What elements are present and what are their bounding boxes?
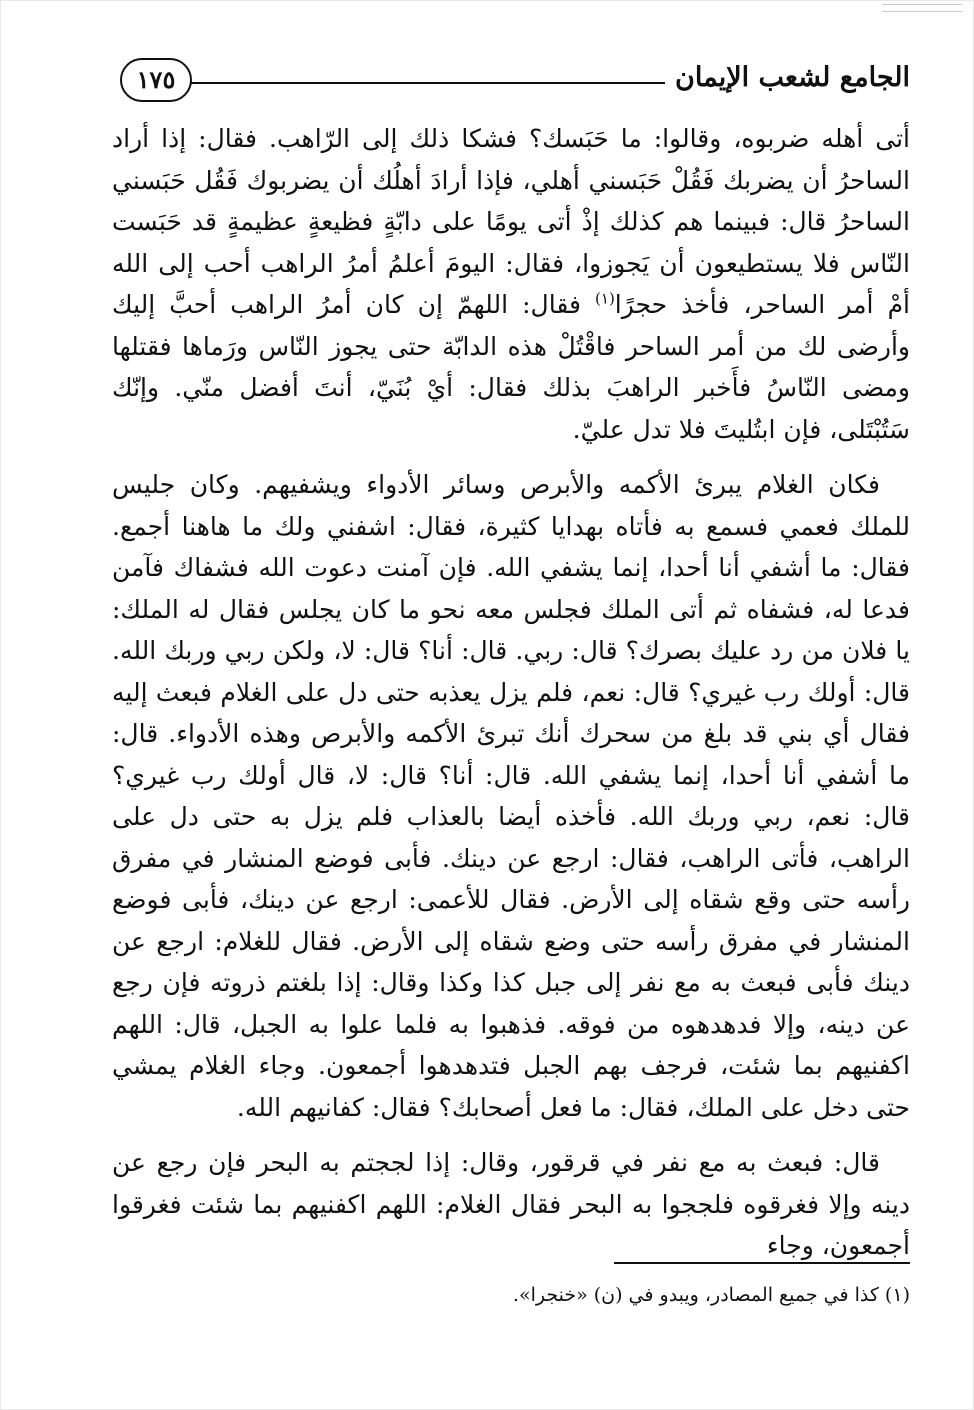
running-title: الجامع لشعب الإيمان — [675, 62, 910, 93]
main-text — [112, 118, 910, 1267]
paragraph-1 — [112, 118, 910, 450]
footnote: (١) كذا في جميع المصادر، ويبدو في (ن) «خنجرا». — [512, 1284, 910, 1306]
page-number-badge: ١٧٥ — [120, 58, 192, 102]
paragraph-1-text-continued: فقال: اللهمّ إن كان أمرُ الراهب أحبَّ إليك وأرضى لك من أمر الساحر فاقْتُلْ هذه الدابّة حتى يجوز النّاس ورَماها فقتلها ومضى النّاسُ فأَخبر الراهبَ بذلك فقال: أيْ بُنَيّ، أنتَ أفضل منّي. وإنّك سَتُبْتَلى، فإن ابتُليتَ فلا تدل عليّ. — [112, 290, 910, 444]
paragraph-2: فكان الغلام يبرئ الأكمه والأبرص وسائر الأدواء ويشفيهم. وكان جليس للملك فعمي فسمع به فأتاه بهدايا كثيرة، فقال: اشفني ولك ما هاهنا أجمع. فقال: ما أشفي أنا أحدا، إنما يشفي الله. فإن آمنت دعوت الله فشفاك فآمن فدعا له، فشفاه ثم أتى الملك فجلس معه نحو ما كان يجلس فقال له الملك: يا فلان من رد عليك بصرك؟ قال: ربي. قال: أنا؟ قال: لا، ولكن ربي وربك الله. قال: أولك رب غيري؟ قال: نعم، فلم يزل يعذبه حتى دل على الغلام فبعث إليه فقال أي بني قد بلغ من سحرك أنك تبرئ الأكمه والأبرص وهذه الأدواء. قال: ما أشفي أنا أحدا، إنما يشفي الله. قال: أنا؟ قال: لا، قال أولك رب غيري؟ قال: نعم، ربي وربك الله. فأخذه أيضا بالعذاب فلم يزل به حتى دل على الراهب، فأتى الراهب، فقال: ارجع عن دينك. فأبى فوضع المنشار في مفرق رأسه حتى وقع شقاه إلى الأرض. فقال للأعمى: ارجع عن دينك، فأبى فوضع المنشار في مفرق رأسه حتى وضع شقاه إلى الأرض. فقال للغلام: ارجع عن دينك فأبى فبعث به مع نفر إلى جبل كذا وكذا وقال: إذا بلغتم ذروته فإن رجع عن دينه، وإلا فدهدهوه من فوقه. فذهبوا به فلما علوا به الجبل، قال: اللهم اكفنيهم بما شئت، فرجف بهم الجبل فتدهدهوا أجمعون. وجاء الغلام يمشي حتى دخل على الملك، فقال: ما فعل أصحابك؟ فقال: كفانيهم الله. — [112, 470, 910, 1122]
paragraph-3: قال: فبعث به مع نفر في قرقور، وقال: إذا لججتم به البحر فإن رجع عن دينه وإلا فغرقوه فلججوا به البحر فقال الغلام: اللهم اكفنيهم بما شئت فغرقوا أجمعون، وجاء — [112, 1148, 910, 1260]
footnote-separator — [614, 1262, 910, 1264]
paragraph-1-text: أتى أهله ضربوه، وقالوا: ما حَبَسك؟ فشكا ذلك إلى الرّاهب. فقال: إذا أراد الساحرُ أن يضربك فَقُلْ حَبَسني أهلي، فإذا أرادَ أهلُك أن يضربوك فَقُل حَبَسني الساحرُ قال: فبينما هم كذلك إذْ أتى يومًا على دابّةٍ فظيعةٍ عظيمةٍ قد حَبَست النّاس فلا يستطيعون أن يَجوزوا، فقال: اليومَ أعلمُ أمرُ الراهب أحب إلى الله أمْ أمر الساحر، فأخذ حجرًا — [112, 124, 910, 319]
footnote-reference: (١) — [595, 289, 615, 308]
header-rule — [182, 82, 665, 84]
scan-margin-rules — [882, 4, 962, 20]
page-header — [112, 52, 910, 108]
